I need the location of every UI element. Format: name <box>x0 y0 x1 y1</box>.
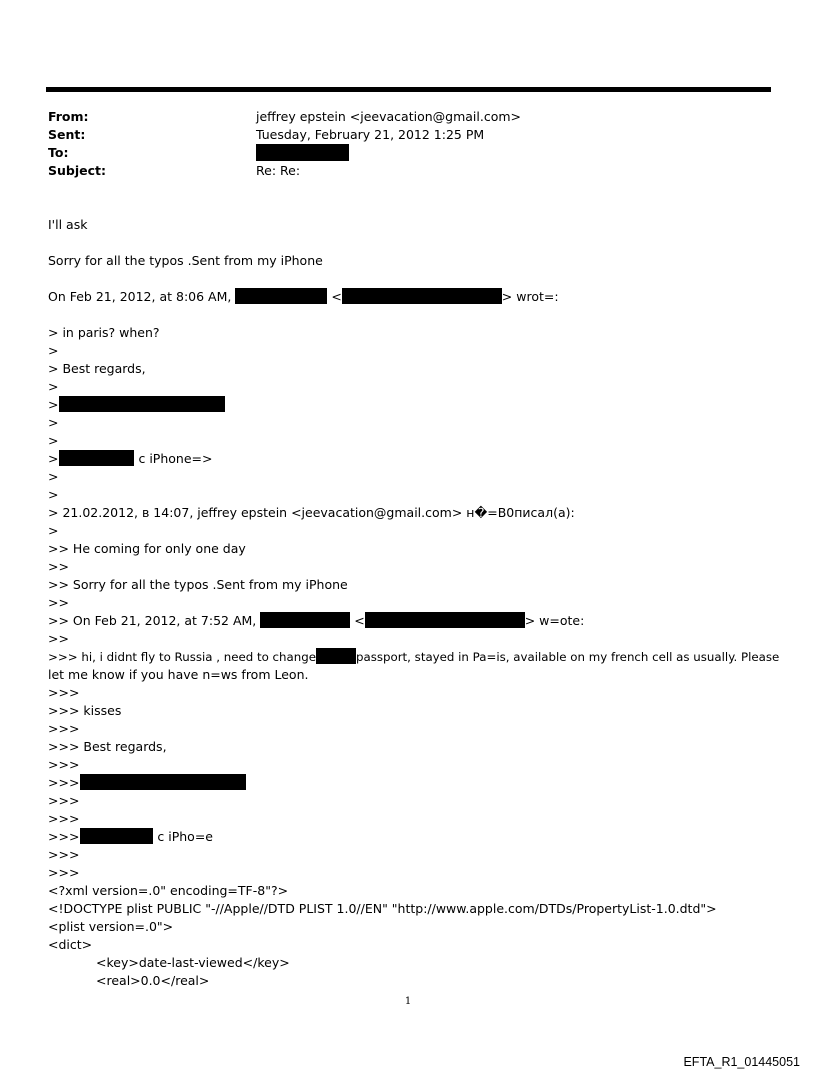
redaction <box>342 288 502 304</box>
body-line: > <box>48 487 59 502</box>
body-line: > <box>48 343 59 358</box>
to-label: To: <box>48 145 69 160</box>
body-text: > <box>48 397 59 412</box>
subject-label: Subject: <box>48 163 106 178</box>
document-id: EFTA_R1_01445051 <box>683 1055 800 1069</box>
header-rule <box>46 87 771 92</box>
body-text: > w=ote: <box>524 613 585 628</box>
body-line <box>48 396 225 414</box>
body-text: >>> <box>48 829 80 844</box>
body-text: passport, stayed in Pa=is, available on my french cell as usually. Please <box>355 650 780 664</box>
body-line: >> Sorry for all the typos .Sent from my iPhone <box>48 577 348 592</box>
body-text: > wrot=: <box>501 289 559 304</box>
body-line: I'll ask <box>48 217 88 232</box>
redaction <box>365 612 525 628</box>
from-label: From: <box>48 109 89 124</box>
body-line: <?xml version=.0" encoding=TF-8"?> <box>48 883 289 898</box>
body-line: <real>0.0</real> <box>96 973 210 988</box>
body-line <box>48 648 779 666</box>
body-text: < <box>331 289 342 304</box>
body-line <box>48 450 212 468</box>
body-line: > <box>48 469 59 484</box>
body-line: >> <box>48 631 69 646</box>
to-redaction <box>256 144 349 161</box>
body-line: > <box>48 415 59 430</box>
body-line <box>48 612 584 630</box>
body-line: <!DOCTYPE plist PUBLIC "-//Apple//DTD PLIST 1.0//EN" "http://www.apple.com/DTDs/PropertyList-1.0.dtd"> <box>48 901 717 916</box>
body-line <box>48 288 559 306</box>
redaction <box>235 288 327 304</box>
redaction <box>59 396 225 412</box>
redaction <box>80 774 246 790</box>
body-text: < <box>354 613 365 628</box>
body-line: >>> <box>48 865 80 880</box>
page-number: 1 <box>404 996 412 1007</box>
body-line: >>> <box>48 757 80 772</box>
body-line: > in paris? when? <box>48 325 160 340</box>
body-text: >> On Feb 21, 2012, at 7:52 AM, <box>48 613 257 628</box>
body-line: >> He coming for only one day <box>48 541 246 556</box>
body-line: >> <box>48 595 69 610</box>
body-line: >> <box>48 559 69 574</box>
body-line: > 21.02.2012, в 14:07, jeffrey epstein <jeevacation@gmail.com> н�=B0писал(а): <box>48 505 575 520</box>
body-text: On Feb 21, 2012, at 8:06 AM, <box>48 289 232 304</box>
redaction <box>316 648 356 664</box>
body-line: > <box>48 523 59 538</box>
body-text: > <box>48 451 59 466</box>
body-line: let me know if you have n=ws from Leon. <box>48 667 309 682</box>
sent-value: Tuesday, February 21, 2012 1:25 PM <box>256 127 485 142</box>
subject-value: Re: Re: <box>256 163 301 178</box>
sent-label: Sent: <box>48 127 86 142</box>
body-line <box>48 828 213 846</box>
body-line: > Best regards, <box>48 361 146 376</box>
body-line: >>> <box>48 685 80 700</box>
body-line: <key>date-last-viewed</key> <box>96 955 290 970</box>
body-line: >>> <box>48 721 80 736</box>
redaction <box>80 828 153 844</box>
body-text: c iPho=e <box>157 829 213 844</box>
body-line: >>> <box>48 811 80 826</box>
body-text: >>> <box>48 775 80 790</box>
body-text: >>> hi, i didnt fly to Russia , need to change <box>48 650 316 664</box>
body-line: <dict> <box>48 937 93 952</box>
redaction <box>59 450 134 466</box>
body-line: > <box>48 433 59 448</box>
body-line: >>> <box>48 793 80 808</box>
body-line: <plist version=.0"> <box>48 919 174 934</box>
body-line: Sorry for all the typos .Sent from my iPhone <box>48 253 323 268</box>
body-line: >>> <box>48 847 80 862</box>
body-line: >>> Best regards, <box>48 739 167 754</box>
from-value: jeffrey epstein <jeevacation@gmail.com> <box>256 109 522 124</box>
body-line <box>48 774 246 792</box>
body-line: > <box>48 379 59 394</box>
redaction <box>260 612 350 628</box>
body-line: >>> kisses <box>48 703 122 718</box>
body-text: c iPhone=> <box>138 451 213 466</box>
